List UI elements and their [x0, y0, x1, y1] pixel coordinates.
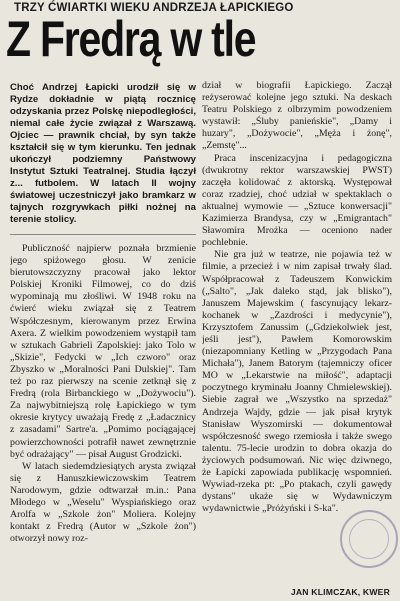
- left-column: [10, 82, 196, 585]
- article-byline: JAN KLIMCZAK, KWER: [290, 587, 390, 597]
- article-kicker: TRZY ĆWIARTKI WIEKU ANDRZEJA ŁAPICKIEGO: [14, 2, 294, 14]
- right-column: [202, 80, 392, 585]
- library-stamp: [340, 510, 398, 568]
- body-paragraph: dział w biografii Łapickiego. Zaczął reżyserować kolejne jego sztuki. Na deskach Teatru Polskiego z olbrzymim powodzeniem wystawił: „Śluby panieńskie", „Damy i huzary", „Dożywocie", „Męża i żonę", „Zemstę"...: [202, 80, 392, 152]
- article-headline: Z Fredrą w tle: [6, 11, 256, 67]
- body-paragraph: W latach siedemdziesiątych arysta związał się z Hanuszkiewiczowskim Teatrem Narodowym, gdzie odtwarzał m.in.: Pana Młodego w „Weselu" Wyspiańskiego oraz Arolfa w „Szkole żon" Moliera. Kolejny kontakt z Fredrą (Autor w „Szkole żon") otworzył nowy roz-: [10, 460, 196, 545]
- lead-divider: [10, 234, 196, 235]
- body-paragraph: Praca inscenizacyjna i pedagogiczna (dwukrotny rektor warszawskiej PWST) zaczęła kolidować z aktorską. Występował coraz rzadziej, choć udział w spektaklach o aktualnej wymowie — „Sztuce konwersacji" Kazimierza Brandysa, czy w „Emigrantach" Sławomira Mrożka — oceniono nader pochlebnie.: [202, 152, 392, 249]
- article-lead: Choć Andrzej Łapicki urodził się w Rydze dokładnie w piątą rocznicę odzyskania przez Polskę niepodległości, niemal całe życie związał z Warszawą. Ojciec — prawnik chciał, by syn także kształcił się w tym kierunku. Ten jednak ukończył podziemny Państwowy Instytut Sztuki Teatralnej. Studia łączył z... futbolem. W latach II wojny światowej uczestniczył jako bramkarz w tajnych rozgrywkach piłki nożnej na terenie stolicy.: [10, 82, 196, 225]
- body-paragraph: Publiczność najpierw poznała brzmienie jego spiżowego głosu. W zenicie bierutowszczyzny pracował jako lektor Polskiej Kroniki Filmowej, co do dziś wypominają mu złośliwi. W 1948 roku na ćwierć wieku związał się z Teatrem Współczesnym, kierowanym przez Erwina Axera. Z wielkim powodzeniem wystąpił tam w sztukach Gabrieli Zapolskiej: jako Tolo w „Skizie", Fedycki w „Ich czworo" oraz Zbyszko w „Moralności Pani Dulskiej". Tam też po raz pierwszy na scenie zetknął się z Fredrą (rola Birbanckiego w „Dożywociu"). Za najwybitniejszą rolę Łapickiego w tym okresie krytycy uważają Fredę z „Ładacznicy z zasadami" Sartre'a. „Pomimo pociągającej powierzchowności potrafił nawet zewnętrznie być odrażający" — pisał August Grodzicki.: [10, 243, 196, 460]
- body-paragraph: Nie gra już w teatrze, nie pojawia też w filmie, a przecież i w nim zapisał trwały ślad. Współpracował z Tadeuszem Konwickim („Salto", „Jak daleko stąd, jak blisko"), Januszem Majewskim ( fascynujący lekarz-kochanek w „Zazdrości i medycynie"), Krzysztofem Zanussim („Gdziekolwiek jest, jeśli jest"), Pawłem Komorowskim (niezapomniany Ketling w „Przygodach Pana Michała"), Janem Batorym (tajemniczy oficer MO w „Lekarstwie na miłość", adaptacji poczytnego kryminału Joanny Chmielewskiej). Siebie zagrał we „Wszystko na sprzedaż" Andrzeja Wajdy, gdzie — jak pisał krytyk Stanisław Wyszomirski — dokumentował współczesność swego rzemiosła i także swego talentu. 75-lecie urodzin to dobra okazja do życiowych podsumowań. Nic więc dziwnego, że Łapicki zapowiada publikację wspomnień. Wywiad-rzeka pt: „Po ptakach, czyli gawędy dystans" ukaże się w Wydawniczym wydawnictwie „Próżyński i S-ka".: [202, 249, 392, 515]
